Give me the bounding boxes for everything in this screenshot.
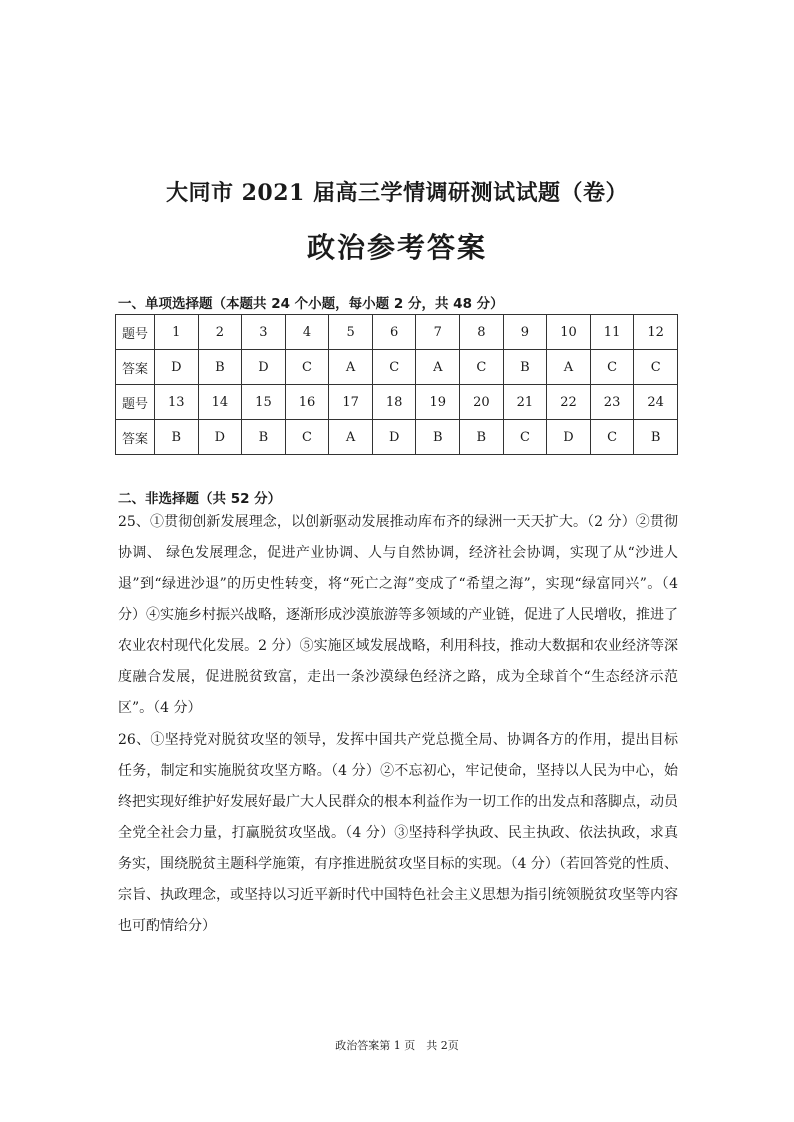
answer-cell: C: [285, 420, 329, 455]
answer-cell: B: [460, 420, 504, 455]
answer-key-title: 政治参考答案: [306, 231, 487, 264]
question-number: 9: [503, 315, 547, 350]
question-number: 12: [634, 315, 678, 350]
answer-cell: A: [329, 420, 373, 455]
question-number: 13: [155, 385, 199, 420]
answer-cell: C: [460, 350, 504, 385]
answer-cell: D: [372, 420, 416, 455]
page-footer: 政治答案第 1 页 共 2页: [335, 1039, 459, 1052]
question-number: 14: [198, 385, 242, 420]
question-number: 24: [634, 385, 678, 420]
question-number: 2: [198, 315, 242, 350]
answer-cell: C: [634, 350, 678, 385]
answer-26-paragraph: 26、①坚持党对脱贫攻坚的领导，发挥中国共产党总揽全局、协调各方的作用，提出目标任务，制定和实施脱贫攻坚方略。（4 分）②不忘初心，牢记使命，坚持以人民为中心，始终把实现好维护好发展好最广大人民群众的根本利益作为一切工作的出发点和落脚点，动员全党全社会力量，打赢脱贫攻坚战。（4 分）③坚持科学执政、民主执政、依法执政，求真务实，围绕脱贫主题科学施策，有序推进脱贫攻坚目标的实现。（4 分）（若回答党的性质、宗旨、执政理念，或坚持以习近平新时代中国特色社会主义思想为指引统领脱贫攻坚等内容也可酌情给分）: [118, 732, 678, 934]
question-number: 1: [155, 315, 199, 350]
answer-cell: D: [547, 420, 591, 455]
question-number: 19: [416, 385, 460, 420]
answer-cell: B: [198, 350, 242, 385]
question-number: 11: [590, 315, 634, 350]
question-number: 15: [242, 385, 286, 420]
question-number: 22: [547, 385, 591, 420]
row-label-answer: 答案: [116, 350, 155, 385]
section1-heading: 一、单项选择题（本题共 24 个小题，每小题 2 分，共 48 分）: [118, 296, 504, 312]
question-number: 23: [590, 385, 634, 420]
answer-cell: B: [242, 420, 286, 455]
table-row-answers-2: [116, 420, 678, 455]
row-label-answer: 答案: [116, 420, 155, 455]
table-row-numbers-1: [116, 315, 678, 350]
answer-cell: C: [372, 350, 416, 385]
question-number: 21: [503, 385, 547, 420]
answer-cell: D: [242, 350, 286, 385]
answer-cell: B: [503, 350, 547, 385]
question-number: 18: [372, 385, 416, 420]
question-number: 7: [416, 315, 460, 350]
answer-cell: A: [416, 350, 460, 385]
answer-cell: D: [198, 420, 242, 455]
question-number: 4: [285, 315, 329, 350]
answer-cell: A: [547, 350, 591, 385]
answer-cell: B: [416, 420, 460, 455]
question-number: 5: [329, 315, 373, 350]
table-row-answers-1: [116, 350, 678, 385]
answer-25-paragraph: 25、①贯彻创新发展理念，以创新驱动发展推动库布齐的绿洲一天天扩大。（2 分）②贯彻协调、 绿色发展理念，促进产业协调、人与自然协调，经济社会协调，实现了从“沙进人退”到“绿进沙退”的历史性转变，将“死亡之海”变成了“希望之海”，实现“绿富同兴”。（4 分）④实施乡村振兴战略，逐渐形成沙漠旅游等多领域的产业链，促进了人民增收，推进了农业农村现代化发展。2 分）⑤实施区域发展战略，利用科技，推动大数据和农业经济等深度融合发展，促进脱贫致富，走出一条沙漠绿色经济之路，成为全球首个“生态经济示范区”。（4 分）: [118, 514, 678, 716]
answer-cell: A: [329, 350, 373, 385]
answer-cell: C: [590, 420, 634, 455]
answer-table: [115, 314, 678, 455]
section2-heading: 二、非选择题（共 52 分）: [118, 491, 282, 507]
question-number: 20: [460, 385, 504, 420]
answer-cell: C: [285, 350, 329, 385]
question-number: 8: [460, 315, 504, 350]
question-number: 6: [372, 315, 416, 350]
answer-cell: B: [155, 420, 199, 455]
row-label-number: 题号: [116, 315, 155, 350]
exam-title: 大同市 2021 届高三学情调研测试试题（卷）: [165, 180, 629, 206]
answer-cell: B: [634, 420, 678, 455]
row-label-number: 题号: [116, 385, 155, 420]
answer-cell: C: [590, 350, 634, 385]
answer-cell: C: [503, 420, 547, 455]
question-number: 17: [329, 385, 373, 420]
table-row-numbers-2: [116, 385, 678, 420]
question-number: 10: [547, 315, 591, 350]
answer-cell: D: [155, 350, 199, 385]
question-number: 3: [242, 315, 286, 350]
question-number: 16: [285, 385, 329, 420]
